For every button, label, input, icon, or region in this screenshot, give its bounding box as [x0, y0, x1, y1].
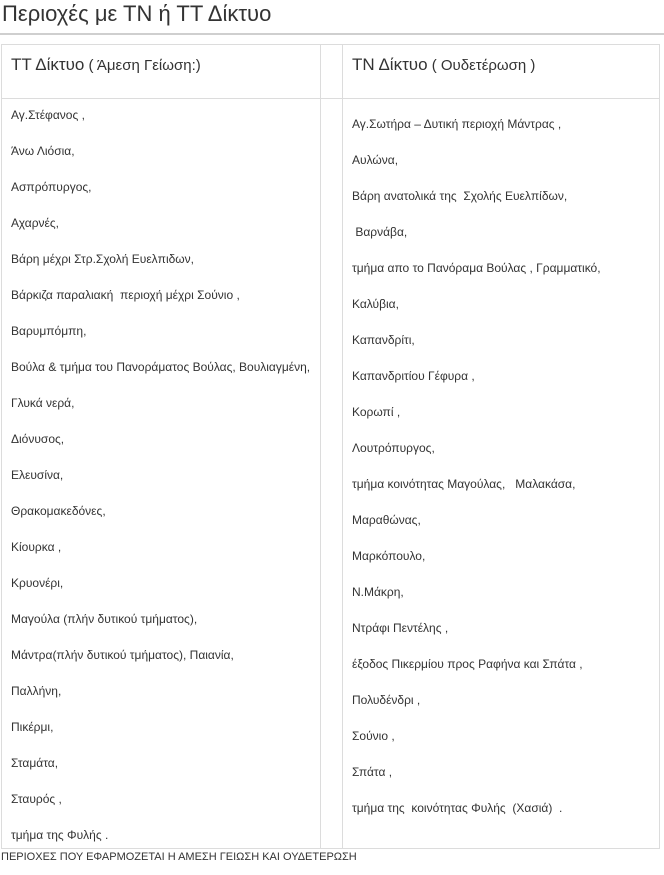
tt-area-item: Πικέρμι, [11, 720, 54, 734]
tt-area-item: τμήμα της Φυλής . [11, 828, 109, 842]
tt-area-item: Παλλήνη, [11, 684, 62, 698]
tn-network-area-list [352, 116, 601, 836]
tt-area-item: Βαρυμπόμπη, [11, 324, 87, 338]
tn-area-item: Μαραθώνας, [352, 513, 421, 527]
tn-area-item: Βαρνάβα, [352, 225, 408, 239]
tt-area-item: Βάρκιζα παραλιακή περιοχή μέχρι Σούνιο , [11, 288, 240, 302]
tn-area-item: τμήμα απο το Πανόραμα Βούλας , Γραμματικό, [352, 261, 601, 275]
tt-network-header-main: ΤΤ Δίκτυο [11, 55, 85, 74]
tn-area-item: Βάρη ανατολικά της Σχολής Ευελπίδων, [352, 189, 568, 203]
tn-area-item: Σπάτα , [352, 765, 393, 779]
tn-area-item: Πολυδένδρι , [352, 693, 421, 707]
tn-area-item: Κορωπί , [352, 405, 401, 419]
tn-area-item: Ν.Μάκρη, [352, 585, 404, 599]
tt-area-item: Αχαρνές, [11, 216, 59, 230]
table-caption: ΠΕΡΙΟΧΕΣ ΠΟΥ ΕΦΑΡΜΟΖΕΤΑΙ Η ΑΜΕΣΗ ΓΕΙΩΣΗ ΚΑΙ ΟΥΔΕΤΕΡΩΣΗ [1, 851, 357, 863]
column-divider [342, 45, 343, 848]
tt-area-item: Ελευσίνα, [11, 468, 64, 482]
tt-area-item: Μάντρα(πλήν δυτικού τμήματος), Παιανία, [11, 648, 234, 662]
tt-area-item: Αγ.Στέφανος , [11, 108, 85, 122]
tn-area-item: Καλύβια, [352, 297, 399, 311]
tn-area-item: Αυλώνα, [352, 153, 399, 167]
tt-area-item: Γλυκά νερά, [11, 396, 75, 410]
tn-area-item: Λουτρόπυργος, [352, 441, 435, 455]
tn-area-item: έξοδος Πικερμίου προς Ραφήνα και Σπάτα , [352, 657, 583, 671]
tt-network-header-sub: ( Άμεση Γείωση:) [84, 57, 201, 74]
tn-network-header-sub: ( Ουδετέρωση ) [427, 57, 536, 74]
tt-area-item: Ασπρόπυργος, [11, 180, 92, 194]
tn-area-item: τμήμα κοινότητας Μαγούλας, Μαλακάσα, [352, 477, 576, 491]
tt-area-item: Άνω Λιόσια, [11, 144, 75, 158]
tn-area-item: Καπανδριτίου Γέφυρα , [352, 369, 475, 383]
tt-area-item: Μαγούλα (πλήν δυτικού τμήματος), [11, 612, 198, 626]
column-divider [320, 45, 321, 848]
header-divider [2, 98, 659, 99]
tt-area-item: Βάρη μέχρι Στρ.Σχολή Ευελπιδων, [11, 252, 194, 266]
tn-area-item: τμήμα της κοινότητας Φυλής (Χασιά) . [352, 801, 563, 815]
tn-network-header-main: ΤΝ Δίκτυο [352, 55, 428, 74]
tt-area-item: Θρακομακεδόνες, [11, 504, 106, 518]
tt-area-item: Σταμάτα, [11, 756, 59, 770]
tt-network-area-list [11, 107, 310, 863]
tn-area-item: Καπανδρίτι, [352, 333, 415, 347]
tt-area-item: Κίουρκα , [11, 540, 62, 554]
page-title: Περιοχές με ΤΝ ή ΤΤ Δίκτυο [2, 1, 272, 26]
tt-area-item: Σταυρός , [11, 792, 62, 806]
tn-area-item: Σούνιο , [352, 729, 395, 743]
tt-area-item: Διόνυσος, [11, 432, 65, 446]
tt-network-header [11, 55, 201, 75]
tn-network-header [352, 55, 535, 75]
tn-area-item: Μαρκόπουλο, [352, 549, 426, 563]
tn-area-item: Ντράφι Πεντέλης , [352, 621, 449, 635]
tn-area-item: Αγ.Σωτήρα – Δυτική περιοχή Μάντρας , [352, 117, 562, 131]
tt-area-item: Κρυονέρι, [11, 576, 64, 590]
title-divider [0, 33, 664, 35]
tt-area-item: Βούλα & τμήμα του Πανοράματος Βούλας, Βουλιαγμένη, [11, 360, 311, 374]
areas-table [1, 44, 660, 849]
